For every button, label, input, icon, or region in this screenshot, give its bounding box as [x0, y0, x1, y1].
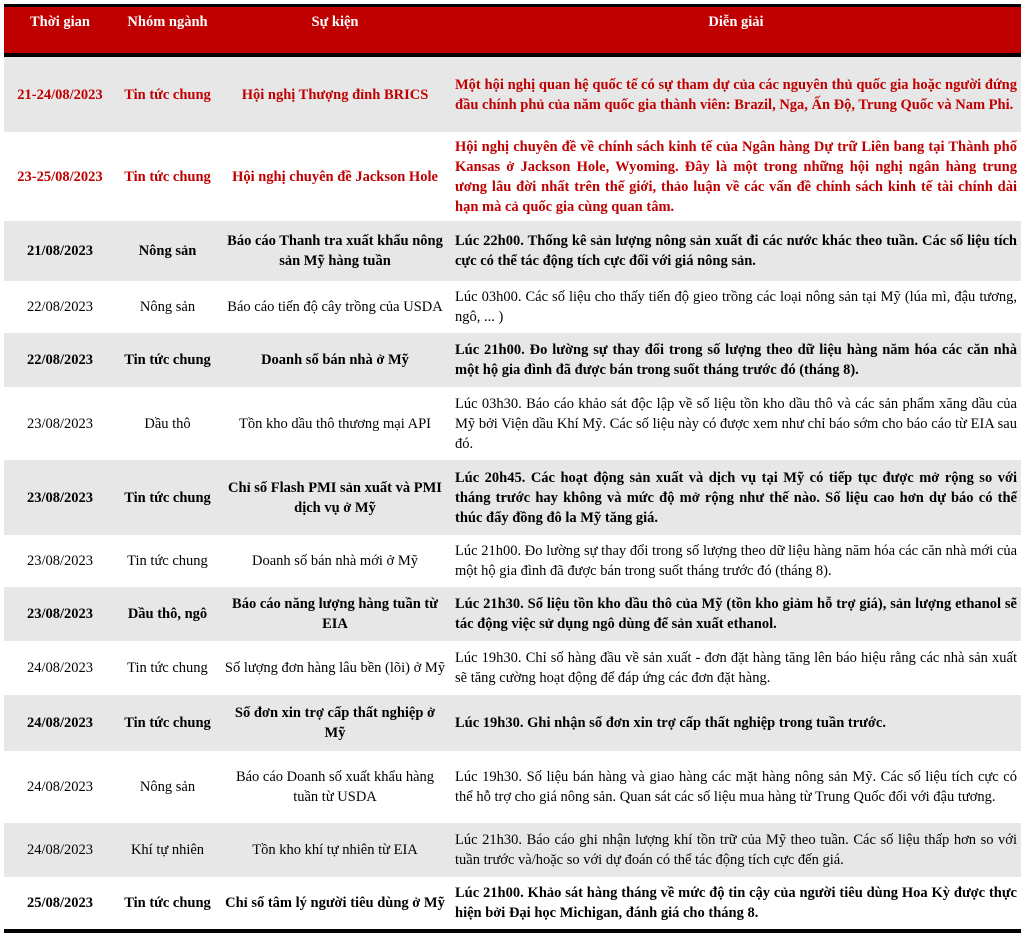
row-event: Tồn kho dầu thô thương mại API: [239, 415, 431, 432]
row-event: Chỉ số Flash PMI sản xuất và PMI dịch vụ ở Mỹ: [219, 460, 451, 535]
row-sector: Tin tức chung: [127, 660, 208, 676]
row-event: Báo cáo Doanh số xuất khẩu hàng tuần từ USDA: [235, 769, 435, 805]
row-sector: Tin tức chung: [116, 333, 219, 387]
table-row: [4, 695, 1021, 751]
row-time: 23-25/08/2023: [17, 168, 103, 185]
row-time: 24/08/2023: [4, 695, 116, 751]
row-event: Báo cáo năng lượng hàng tuần từ EIA: [219, 587, 451, 641]
row-sector: Dầu thô, ngô: [116, 587, 219, 641]
row-description: Lúc 22h00. Thống kê sản lượng nông sản xuất đi các nước khác theo tuần. Các số liệu tích cực có thể tác động tích cực đối với giá nông sản.: [451, 221, 1021, 281]
table-row: [4, 641, 1021, 695]
row-event: Hội nghị Thượng đỉnh BRICS: [219, 55, 451, 132]
row-sector: Nông sản: [139, 779, 196, 795]
row-time: 23/08/2023: [26, 553, 94, 569]
table-body: [4, 55, 1021, 931]
row-description: Lúc 21h30. Báo cáo ghi nhận lượng khí tồn trữ của Mỹ theo tuần. Các số liệu thấp hơn so với tuần trước và/hoặc so với dự đoán có thể tác động tích cực đến giá.: [451, 823, 1021, 877]
row-sector: Tin tức chung: [116, 460, 219, 535]
table-row: [4, 221, 1021, 281]
table-row: [4, 535, 1021, 587]
table-row: [4, 460, 1021, 535]
row-sector: Dầu thô: [144, 415, 191, 432]
row-description: Lúc 19h30. Chỉ số hàng đầu về sản xuất - đơn đặt hàng tăng lên báo hiệu rằng các nhà sản xuất sẽ tăng cường hoạt động để đáp ứng các đơn đặt hàng.: [455, 650, 1017, 686]
row-time: 22/08/2023: [26, 299, 94, 315]
row-sector: Khí tự nhiên: [116, 823, 219, 877]
row-time: 23/08/2023: [26, 415, 94, 432]
row-sector: Tin tức chung: [124, 168, 211, 185]
row-description: Lúc 03h30. Báo cáo khảo sát độc lập về số liệu tồn kho dầu thô và các sản phẩm xăng dầu của Mỹ bởi Viện dầu Khí Mỹ. Các số liệu này có được xem như chỉ báo sớm cho báo cáo từ EIA sau đó.: [455, 395, 1017, 452]
economic-calendar: [4, 4, 1021, 933]
row-time: 22/08/2023: [4, 333, 116, 387]
row-time: 24/08/2023: [26, 660, 94, 676]
row-event: Doanh số bán nhà ở Mỹ: [219, 333, 451, 387]
row-event: Chỉ số tâm lý người tiêu dùng ở Mỹ: [219, 877, 451, 931]
row-sector: Nông sản: [116, 221, 219, 281]
row-description: Lúc 03h00. Các số liệu cho thấy tiến độ gieo trồng các loại nông sản tại Mỹ (lúa mì, đậu tương, ngô, ... ): [455, 289, 1017, 325]
table-row: [4, 751, 1021, 823]
row-event: Doanh số bán nhà mới ở Mỹ: [252, 553, 418, 569]
row-description: Lúc 19h30. Số liệu bán hàng và giao hàng các mặt hàng nông sản Mỹ. Các số liệu tích cực có thể hỗ trợ cho giá nông sản. Quan sát các số liệu mua hàng từ Trung Quốc đối với đậu tương.: [455, 769, 1017, 805]
row-time: 25/08/2023: [4, 877, 116, 931]
header-description: Diễn giải: [451, 6, 1021, 56]
table-row: [4, 132, 1021, 221]
row-sector: Nông sản: [139, 299, 196, 315]
row-event: Số đơn xin trợ cấp thất nghiệp ở Mỹ: [219, 695, 451, 751]
table-row: [4, 877, 1021, 931]
row-description: Một hội nghị quan hệ quốc tế có sự tham dự của các nguyên thủ quốc gia hoặc người đứng đầu chính phủ của năm quốc gia thành viên: Brazil, Nga, Ấn Độ, Trung Quốc và Nam Phi.: [451, 55, 1021, 132]
row-description: Lúc 19h30. Ghi nhận số đơn xin trợ cấp thất nghiệp trong tuần trước.: [451, 695, 1021, 751]
row-sector: Tin tức chung: [116, 877, 219, 931]
row-sector: Tin tức chung: [127, 553, 208, 569]
table-row: [4, 281, 1021, 333]
row-event: Số lượng đơn hàng lâu bền (lõi) ở Mỹ: [224, 660, 446, 676]
row-event: Tồn kho khí tự nhiên từ EIA: [219, 823, 451, 877]
table-header: [4, 6, 1021, 56]
events-table: [4, 4, 1021, 933]
row-time: 23/08/2023: [4, 460, 116, 535]
header-time: Thời gian: [4, 6, 116, 56]
row-description: Lúc 21h00. Khảo sát hàng tháng về mức độ tin cậy của người tiêu dùng Hoa Kỳ được thực hiện bởi Đại học Michigan, đánh giá cho tháng 8.: [451, 877, 1021, 931]
row-event: Báo cáo Thanh tra xuất khẩu nông sản Mỹ hàng tuần: [219, 221, 451, 281]
row-description: Lúc 21h30. Số liệu tồn kho dầu thô của Mỹ (tồn kho giảm hỗ trợ giá), sản lượng ethanol sẽ tác động việc sử dụng ngô dùng để sản xuất ethanol.: [451, 587, 1021, 641]
table-row: [4, 823, 1021, 877]
row-description: Lúc 20h45. Các hoạt động sản xuất và dịch vụ tại Mỹ có tiếp tục được mở rộng so với tháng trước hay không và mức độ mở rộng như thế nào. Số liệu cao hơn dự báo có thể thúc đẩy đồng đô la Mỹ tăng giá.: [451, 460, 1021, 535]
row-time: 21-24/08/2023: [4, 55, 116, 132]
table-row: [4, 387, 1021, 460]
row-sector: Tin tức chung: [116, 695, 219, 751]
table-row: [4, 55, 1021, 132]
row-description: Lúc 21h00. Đo lường sự thay đổi trong số lượng theo dữ liệu hàng năm hóa các căn nhà mới của một hộ gia đình đã được bán trong suốt tháng trước đó (tháng 8).: [455, 543, 1017, 579]
header-event: Sự kiện: [219, 6, 451, 56]
table-row: [4, 587, 1021, 641]
row-description: Hội nghị chuyên đề về chính sách kinh tế của Ngân hàng Dự trữ Liên bang tại Thành phố Kansas ở Jackson Hole, Wyoming. Đây là một trong những hội nghị ngân hàng trung ương lâu đời nhất trên thế giới, thảo luận về các vấn đề chính sách kinh tế tài chính dài hạn mà cả quốc gia cùng quan tâm.: [455, 138, 1017, 215]
row-time: 21/08/2023: [4, 221, 116, 281]
row-description: Lúc 21h00. Đo lường sự thay đổi trong số lượng theo dữ liệu hàng năm hóa các căn nhà một hộ gia đình đã được bán trong suốt tháng trước đó (tháng 8).: [451, 333, 1021, 387]
header-sector: Nhóm ngành: [116, 6, 219, 56]
row-event: Hội nghị chuyên đề Jackson Hole: [232, 168, 438, 185]
row-sector: Tin tức chung: [116, 55, 219, 132]
row-time: 23/08/2023: [4, 587, 116, 641]
row-event: Báo cáo tiến độ cây trồng của USDA: [227, 299, 443, 315]
row-time: 24/08/2023: [26, 779, 94, 795]
table-row: [4, 333, 1021, 387]
row-time: 24/08/2023: [4, 823, 116, 877]
